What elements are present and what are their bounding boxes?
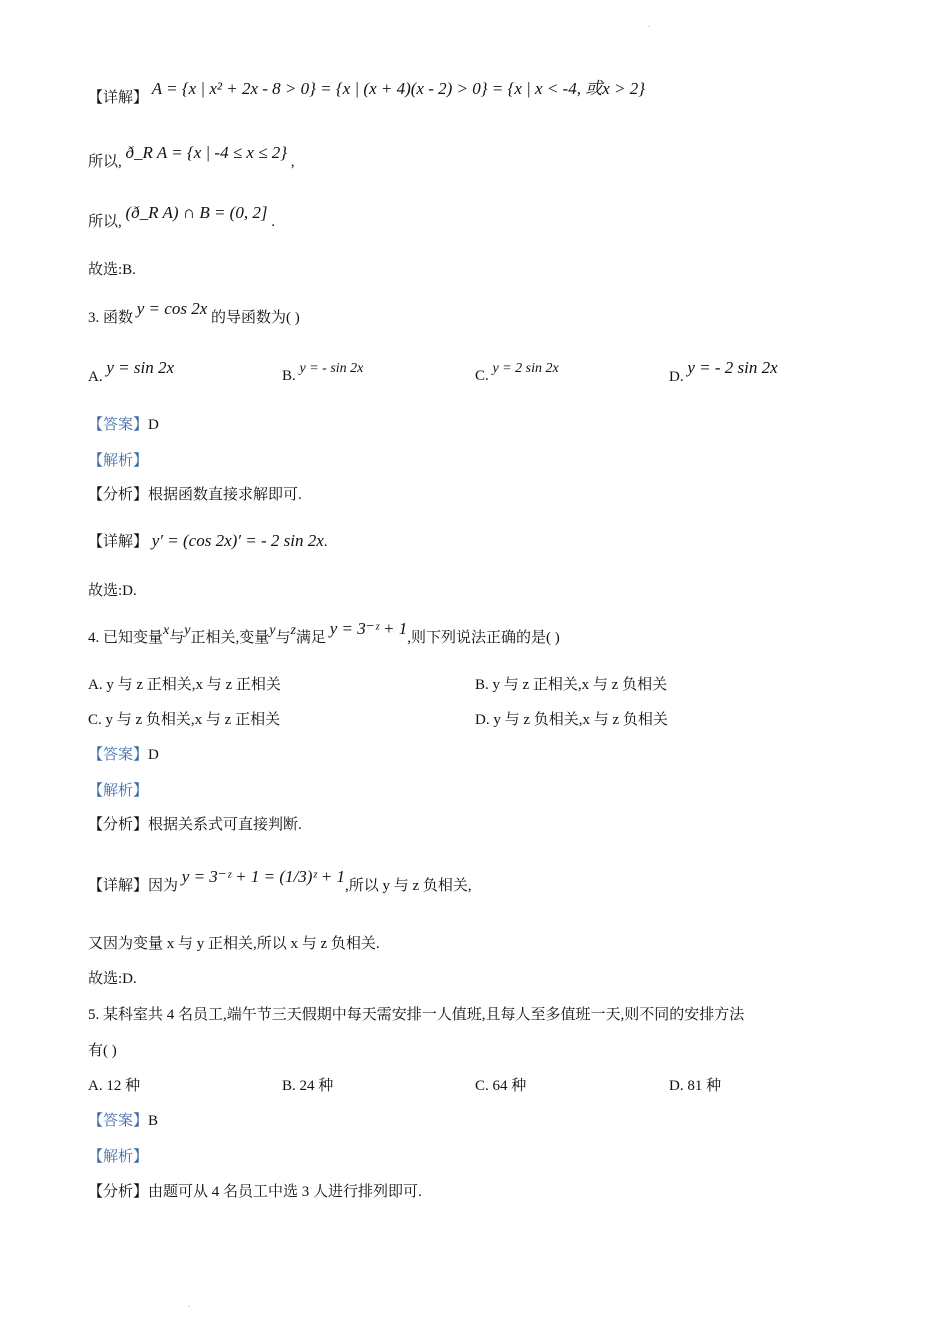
complement-prefix: 所以, (88, 154, 122, 170)
q3-fenxi-tag: 【分析】 (88, 487, 149, 503)
q5-analysis-tag: 【解析】 (88, 1149, 149, 1165)
q4-option-d: D. y 与 z 负相关,x 与 z 负相关 (475, 712, 668, 728)
q4-option-c: C. y 与 z 负相关,x 与 z 正相关 (88, 712, 281, 728)
q3-option-a-formula: y = sin 2x (106, 358, 174, 377)
q3-stem (88, 299, 300, 329)
q4-option-b: B. y 与 z 正相关,x 与 z 负相关 (475, 677, 668, 693)
intersection-line (88, 203, 275, 233)
q4-option-a: A. y 与 z 正相关,x 与 z 正相关 (88, 677, 281, 693)
q4-fenxi-tag: 【分析】 (88, 817, 149, 833)
q3-option-a (88, 358, 174, 388)
intersection-formula: (ð_R A) ∩ B = (0, 2] (125, 203, 268, 222)
set-a-formula: A = {x | x² + 2x - 8 > 0} = {x | (x + 4)(x - 2) > 0} = {x | x < -4, 或x > 2} (151, 79, 646, 98)
q4-choose: 故选:D. (88, 971, 137, 987)
complement-end: , (290, 154, 295, 170)
q3-option-d (669, 358, 778, 388)
q3-detail-tag: 【详解】 (88, 534, 149, 550)
q3-stem-formula: y = cos 2x (136, 299, 208, 318)
q3-analysis-tag: 【解析】 (88, 453, 149, 469)
q3-detail (88, 530, 328, 553)
q4-stem-y: y (184, 623, 191, 638)
q4-detail-tag: 【详解】 (88, 878, 149, 894)
q3-detail-formula: y′ = (cos 2x)′ = - 2 sin 2x (151, 531, 324, 550)
q4-answer-value: D (148, 747, 159, 763)
q5-option-b: B. 24 种 (282, 1078, 334, 1094)
q5-answer-tag: 【答案】 (88, 1113, 149, 1129)
q4-stem-part5: 满足 (295, 630, 326, 646)
q4-detail-prefix: 因为 (148, 878, 179, 894)
q5-fenxi-text: 由题可从 4 名员工中选 3 人进行排列即可. (148, 1184, 422, 1200)
page-speck-top: . (648, 20, 650, 29)
q5-option-c: C. 64 种 (475, 1078, 527, 1094)
q5-option-d: D. 81 种 (669, 1078, 722, 1094)
q3-option-d-formula: y = - 2 sin 2x (687, 358, 778, 377)
q4-stem-part3: 正相关,变量 (190, 630, 270, 646)
q5-option-a: A. 12 种 (88, 1078, 141, 1094)
q4-stem-part2: 与 (169, 630, 185, 646)
q3-fenxi-text: 根据函数直接求解即可. (148, 487, 302, 503)
q3-option-c-label: C. (475, 368, 489, 384)
q3-answer-value: D (148, 417, 159, 433)
q4-detail-line2: 又因为变量 x 与 y 正相关,所以 x 与 z 负相关. (88, 936, 380, 952)
q4-answer (88, 744, 159, 766)
q5-fenxi (88, 1181, 422, 1203)
q4-analysis-tag: 【解析】 (88, 783, 149, 799)
q4-answer-tag: 【答案】 (88, 747, 149, 763)
q4-stem-y2: y (269, 623, 276, 638)
q4-stem-part4: 与 (275, 630, 291, 646)
intersection-end: . (271, 214, 275, 230)
complement-line (88, 143, 295, 173)
q3-option-c (475, 361, 559, 388)
q3-stem-prefix: 3. 函数 (88, 310, 134, 326)
q5-fenxi-tag: 【分析】 (88, 1184, 149, 1200)
q4-stem-formula: y = 3⁻ᶻ + 1 (329, 619, 408, 638)
q3-detail-end: . (323, 534, 328, 550)
q3-answer (88, 414, 159, 436)
q5-stem-line1: 5. 某科室共 4 名员工,端午节三天假期中每天需安排一人值班,且每人至多值班一天,则不同的安排方法 (88, 1007, 745, 1023)
q4-stem-part1: 4. 已知变量 (88, 630, 164, 646)
q5-stem-line2: 有( ) (88, 1043, 117, 1059)
q3-option-b-label: B. (282, 368, 296, 384)
complement-formula: ð_R A = {x | -4 ≤ x ≤ 2} (125, 143, 288, 162)
page-speck-bottom: . (188, 1300, 190, 1309)
q3-option-b-formula: y = - sin 2x (299, 361, 364, 376)
q3-choose: 故选:D. (88, 583, 137, 599)
q4-stem (88, 619, 560, 650)
q3-stem-suffix: 的导函数为( ) (211, 310, 300, 326)
q3-fenxi (88, 484, 302, 506)
q3-option-b (282, 361, 364, 388)
q4-detail-suffix: ,所以 y 与 z 负相关, (344, 878, 472, 894)
q4-fenxi (88, 814, 302, 836)
q3-answer-tag: 【答案】 (88, 417, 149, 433)
intersection-prefix: 所以, (88, 214, 122, 230)
detail-tag: 【详解】 (88, 90, 149, 106)
q4-fenxi-text: 根据关系式可直接判断. (148, 817, 302, 833)
q5-answer-value: B (148, 1113, 159, 1129)
q4-stem-part6: ,则下列说法正确的是( ) (407, 630, 560, 646)
q4-detail-formula: y = 3⁻ᶻ + 1 = (1/3)ᶻ + 1 (181, 867, 345, 886)
q4-stem-x: x (163, 623, 170, 638)
q4-stem-z: z (290, 623, 296, 638)
detail-line-set-a (88, 79, 646, 109)
q4-detail (88, 867, 472, 897)
q3-option-c-formula: y = 2 sin 2x (492, 361, 559, 376)
choose-line-prev: 故选:B. (88, 262, 136, 278)
q3-option-a-label: A. (88, 369, 103, 385)
q5-answer (88, 1110, 158, 1132)
q3-option-d-label: D. (669, 369, 684, 385)
